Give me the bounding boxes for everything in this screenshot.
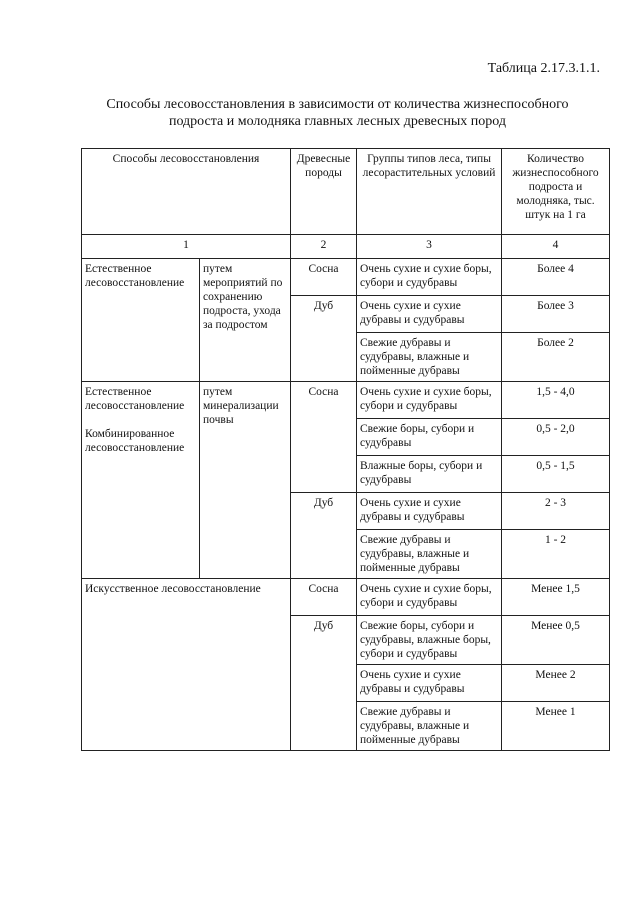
reforestation-table [81, 148, 610, 751]
table-number: Таблица 2.17.3.1.1. [487, 61, 600, 76]
group-cell: Очень сухие и сухие боры, субори и судубравы [357, 382, 502, 419]
spacer [85, 413, 196, 427]
group-cell: Свежие дубравы и судубравы, влажные и пойменные дубравы [357, 333, 502, 382]
group-cell: Свежие боры, субори и судубравы [357, 419, 502, 456]
species-cell: Дуб [291, 493, 357, 579]
group-cell: Свежие дубравы и судубравы, влажные и пойменные дубравы [357, 530, 502, 579]
quantity-cell: 1,5 - 4,0 [502, 382, 610, 419]
group-cell: Свежие боры, субори и судубравы, влажные боры, субори и судубравы [357, 616, 502, 665]
header-groups: Группы типов леса, типы лесорастительных условий [357, 149, 502, 235]
group-cell: Очень сухие и сухие дубравы и судубравы [357, 296, 502, 333]
column-number: 1 [82, 235, 291, 259]
header-quantity: Количество жизнеспособного подроста и молодняка, тыс. штук на 1 га [502, 149, 610, 235]
column-number: 4 [502, 235, 610, 259]
table-title-line: Способы лесовосстановления в зависимости от количества жизнеспособного [106, 97, 569, 112]
quantity-cell: 2 - 3 [502, 493, 610, 530]
column-number-row [82, 235, 610, 259]
method-natural: Естественное лесовосстановление [85, 386, 185, 412]
method-cell: Естественное лесовосстановление [82, 259, 200, 382]
species-cell: Дуб [291, 296, 357, 382]
column-number: 2 [291, 235, 357, 259]
quantity-cell: 1 - 2 [502, 530, 610, 579]
header-methods: Способы лесовосстановления [82, 149, 291, 235]
quantity-cell: Менее 2 [502, 665, 610, 702]
quantity-cell: Менее 0,5 [502, 616, 610, 665]
method-cell: Искусственное лесовосстановление [82, 579, 291, 751]
table-row [82, 579, 610, 616]
group-cell: Свежие дубравы и судубравы, влажные и пойменные дубравы [357, 702, 502, 751]
species-cell: Сосна [291, 259, 357, 296]
group-cell: Очень сухие и сухие боры, субори и судубравы [357, 579, 502, 616]
quantity-cell: Более 4 [502, 259, 610, 296]
species-cell: Сосна [291, 579, 357, 616]
species-cell: Дуб [291, 616, 357, 751]
group-cell: Очень сухие и сухие боры, субори и судубравы [357, 259, 502, 296]
header-species: Древесные породы [291, 149, 357, 235]
table-row [82, 382, 610, 419]
sub-method-cell: путем мероприятий по сохранению подроста, ухода за подростом [200, 259, 291, 382]
group-cell: Влажные боры, субори и судубравы [357, 456, 502, 493]
group-cell: Очень сухие и сухие дубравы и судубравы [357, 665, 502, 702]
column-number: 3 [357, 235, 502, 259]
method-combined: Комбинированное лесовосстановление [85, 428, 185, 454]
quantity-cell: Менее 1,5 [502, 579, 610, 616]
quantity-cell: 0,5 - 2,0 [502, 419, 610, 456]
species-cell: Сосна [291, 382, 357, 493]
quantity-cell: Менее 1 [502, 702, 610, 751]
header-row [82, 149, 610, 235]
group-cell: Очень сухие и сухие дубравы и судубравы [357, 493, 502, 530]
quantity-cell: Более 3 [502, 296, 610, 333]
table-title-line: подроста и молодняка главных лесных древесных пород [168, 114, 507, 129]
method-cell [82, 382, 200, 579]
table-title [60, 96, 615, 130]
sub-method-cell: путем минерализации почвы [200, 382, 291, 579]
quantity-cell: Более 2 [502, 333, 610, 382]
quantity-cell: 0,5 - 1,5 [502, 456, 610, 493]
table-row [82, 259, 610, 296]
